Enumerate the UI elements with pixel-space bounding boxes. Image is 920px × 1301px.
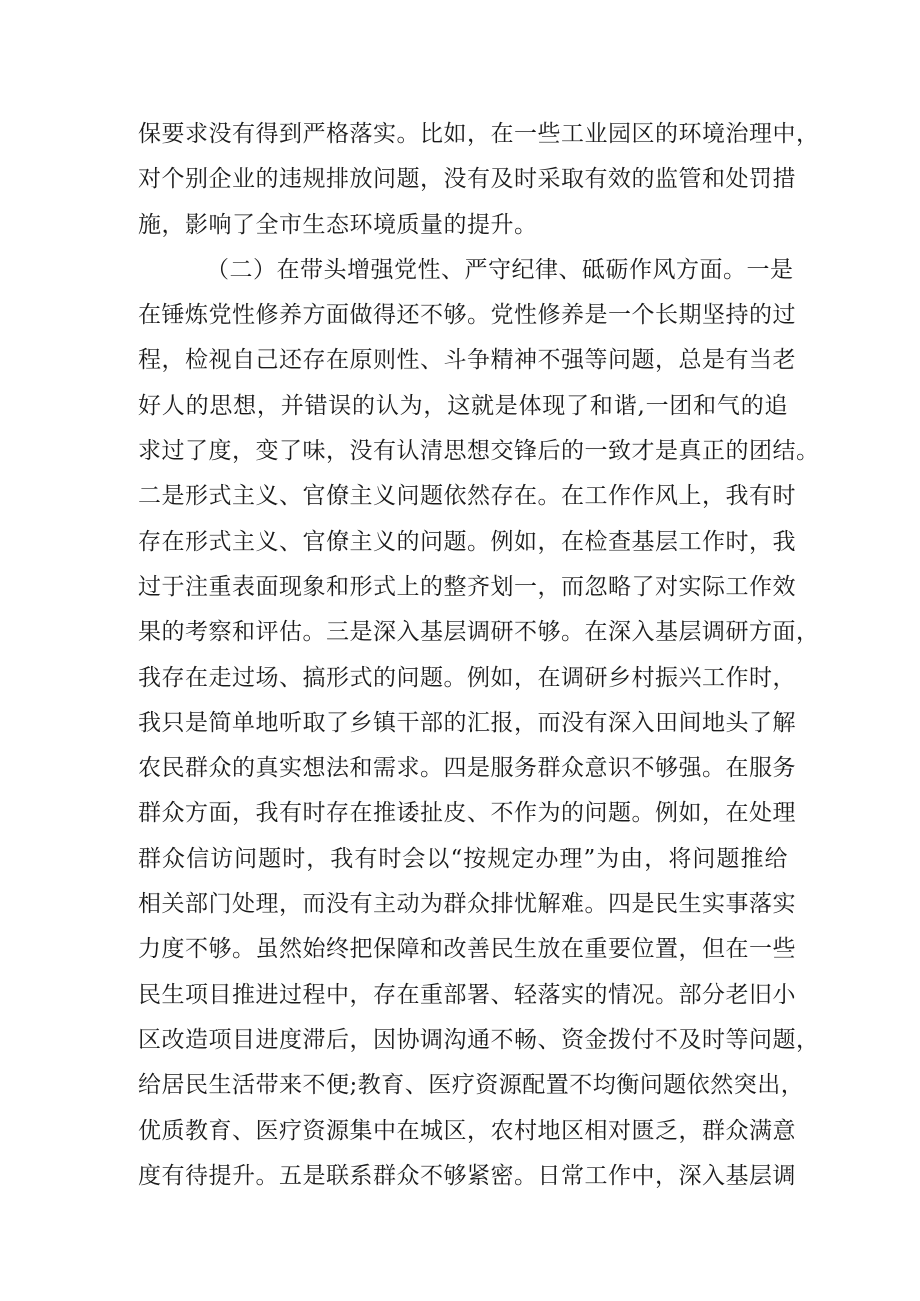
text-line: 好人的思想，并错误的认为，这就是体现了和谐,一团和气的追 <box>138 392 788 419</box>
text-line: 过于注重表面现象和形式上的整齐划一，而忽略了对实际工作效 <box>138 573 796 600</box>
text-line: 二是形式主义、官僚主义问题依然存在。在工作作风上，我有时 <box>138 483 796 510</box>
text-line: 程，检视自己还存在原则性、斗争精神不强等问题，总是有当老 <box>138 347 796 374</box>
text-line: 存在形式主义、官僚主义的问题。例如，在检查基层工作时，我 <box>138 528 796 555</box>
text-line: 保要求没有得到严格落实。比如，在一些工业园区的环境治理中， <box>138 121 820 147</box>
text-line: 区改造项目进度滞后，因协调沟通不畅、资金拨付不及时等问题， <box>138 1026 820 1053</box>
text-line: 在锤炼党性修养方面做得还不够。党性修养是一个长期坚持的过 <box>138 302 796 329</box>
text-line: 对个别企业的违规排放问题，没有及时采取有效的监管和处罚措 <box>138 166 796 193</box>
text-line: 给居民生活带来不便;教育、医疗资源配置不均衡问题依然突出， <box>138 1072 805 1099</box>
text-line: 我只是简单地听取了乡镇干部的汇报，而没有深入田间地头了解 <box>138 709 796 736</box>
text-line: 相关部门处理，而没有主动为群众排忧解难。四是民生实事落实 <box>138 891 796 918</box>
text-line: 施，影响了全市生态环境质量的提升。 <box>138 211 538 238</box>
text-line: 我存在走过场、搞形式的问题。例如，在调研乡村振兴工作时， <box>138 664 796 691</box>
text-line: 力度不够。虽然始终把保障和改善民生放在重要位置，但在一些 <box>138 936 796 963</box>
text-line: 果的考察和评估。三是深入基层调研不够。在深入基层调研方面， <box>138 619 820 646</box>
text-line: 群众方面，我有时存在推诿扯皮、不作为的问题。例如，在处理 <box>138 800 796 827</box>
text-line: 民生项目推进过程中，存在重部署、轻落实的情况。部分老旧小 <box>138 981 796 1008</box>
text-line: 优质教育、医疗资源集中在城区，农村地区相对匮乏，群众满意 <box>138 1117 796 1144</box>
text-line: 度有待提升。五是联系群众不够紧密。日常工作中，深入基层调 <box>138 1162 796 1189</box>
body-text <box>138 112 820 1199</box>
text-line: 求过了度，变了味，没有认清思想交锋后的一致才是真正的团结。 <box>138 438 820 465</box>
text-line: 农民群众的真实想法和需求。四是服务群众意识不够强。在服务 <box>138 755 796 782</box>
section-heading-line: （二）在带头增强党性、严守纪律、砥砺作风方面。一是 <box>206 256 794 283</box>
text-line: 群众信访问题时，我有时会以“按规定办理”为由，将问题推给 <box>138 845 788 872</box>
